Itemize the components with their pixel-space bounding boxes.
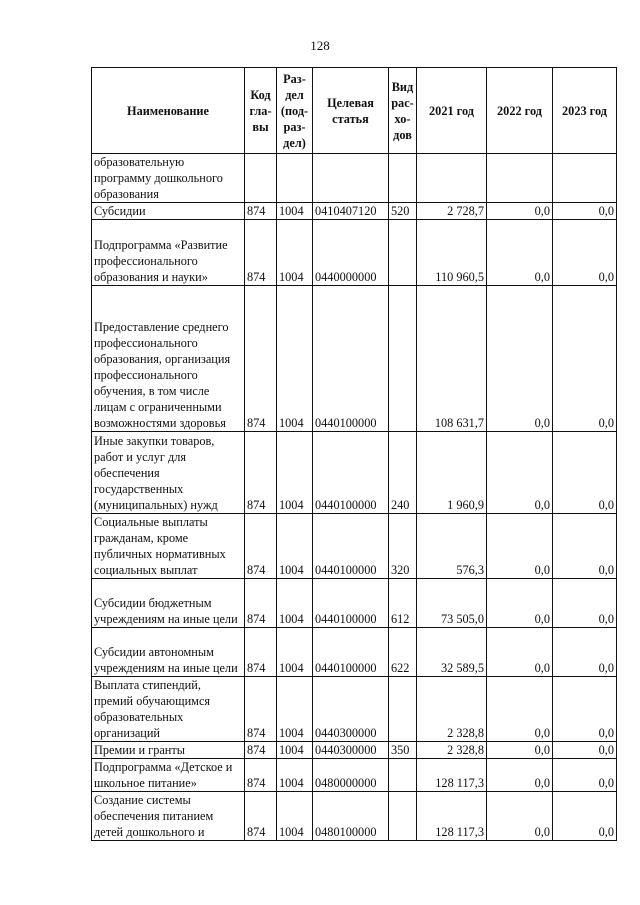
cell-target [313,154,389,203]
cell-chapter: 874 [245,792,277,841]
header-2022: 2022 год [487,68,553,154]
cell-expense: 612 [389,579,417,628]
cell-name: Предоставление среднего профессионального образования, организация профессионального обучения, в том числе лицам с ограниченными возможностями здоровья [92,286,245,432]
cell-2021: 108 631,7 [417,286,487,432]
cell-section: 1004 [277,432,313,514]
header-target: Целевая статья [313,68,389,154]
table-row [92,154,617,203]
cell-name: Субсидии автономным учреждениям на иные цели [92,628,245,677]
cell-expense: 350 [389,742,417,759]
cell-2022: 0,0 [487,579,553,628]
cell-expense: 622 [389,628,417,677]
cell-section: 1004 [277,628,313,677]
cell-section: 1004 [277,759,313,792]
header-name: Наименование [92,68,245,154]
cell-2023: 0,0 [553,742,617,759]
header-expense: Вид рас-хо-дов [389,68,417,154]
table-row [92,203,617,220]
cell-2022: 0,0 [487,628,553,677]
table-row [92,792,617,841]
cell-chapter: 874 [245,514,277,579]
cell-target: 0440100000 [313,579,389,628]
cell-2022: 0,0 [487,677,553,742]
cell-name: Подпрограмма «Детское и школьное питание» [92,759,245,792]
cell-2021: 1 960,9 [417,432,487,514]
cell-2022: 0,0 [487,514,553,579]
table-row [92,286,617,432]
table-row [92,579,617,628]
cell-2023: 0,0 [553,628,617,677]
cell-2022 [487,154,553,203]
cell-2021: 110 960,5 [417,220,487,286]
cell-name: Субсидии бюджетным учреждениям на иные цели [92,579,245,628]
table-row [92,742,617,759]
cell-2023: 0,0 [553,792,617,841]
header-chapter: Код гла-вы [245,68,277,154]
cell-target: 0440100000 [313,514,389,579]
budget-table [91,67,617,841]
cell-target: 0440300000 [313,677,389,742]
cell-expense [389,792,417,841]
cell-chapter: 874 [245,220,277,286]
cell-target: 0440100000 [313,628,389,677]
cell-2022: 0,0 [487,742,553,759]
cell-expense [389,220,417,286]
cell-2021: 576,3 [417,514,487,579]
table-row [92,514,617,579]
cell-name: Иные закупки товаров, работ и услуг для обеспечения государственных (муниципальных) нужд [92,432,245,514]
cell-chapter: 874 [245,628,277,677]
cell-2021: 2 328,8 [417,677,487,742]
cell-2023: 0,0 [553,677,617,742]
cell-section: 1004 [277,220,313,286]
header-2023: 2023 год [553,68,617,154]
cell-2021: 73 505,0 [417,579,487,628]
cell-2021: 2 328,8 [417,742,487,759]
cell-section: 1004 [277,203,313,220]
table-row [92,628,617,677]
cell-expense: 520 [389,203,417,220]
cell-target: 0440100000 [313,432,389,514]
cell-2021: 2 728,7 [417,203,487,220]
cell-name: Социальные выплаты гражданам, кроме публичных нормативных социальных выплат [92,514,245,579]
header-section: Раз-дел (под-раз-дел) [277,68,313,154]
cell-2022: 0,0 [487,432,553,514]
cell-section: 1004 [277,579,313,628]
cell-2023 [553,154,617,203]
cell-target: 0440300000 [313,742,389,759]
cell-2023: 0,0 [553,579,617,628]
cell-2023: 0,0 [553,432,617,514]
cell-chapter: 874 [245,759,277,792]
cell-section: 1004 [277,286,313,432]
cell-expense: 240 [389,432,417,514]
cell-expense [389,154,417,203]
cell-2021 [417,154,487,203]
cell-target: 0480000000 [313,759,389,792]
page-number: 128 [310,38,330,53]
cell-chapter: 874 [245,579,277,628]
cell-section: 1004 [277,677,313,742]
table-row [92,759,617,792]
header-row [92,68,617,154]
cell-target: 0440000000 [313,220,389,286]
cell-name: Подпрограмма «Развитие профессионального образования и науки» [92,220,245,286]
cell-2023: 0,0 [553,220,617,286]
cell-target: 0440100000 [313,286,389,432]
cell-2023: 0,0 [553,514,617,579]
cell-expense [389,677,417,742]
table-row [92,220,617,286]
cell-2023: 0,0 [553,759,617,792]
cell-chapter [245,154,277,203]
cell-name: образовательную программу дошкольного образования [92,154,245,203]
cell-expense: 320 [389,514,417,579]
cell-2023: 0,0 [553,203,617,220]
cell-expense [389,759,417,792]
cell-chapter: 874 [245,286,277,432]
cell-name: Субсидии [92,203,245,220]
cell-target: 0410407120 [313,203,389,220]
cell-section: 1004 [277,742,313,759]
cell-section [277,154,313,203]
cell-2022: 0,0 [487,759,553,792]
cell-2022: 0,0 [487,220,553,286]
table-row [92,432,617,514]
cell-chapter: 874 [245,432,277,514]
cell-2023: 0,0 [553,286,617,432]
cell-2022: 0,0 [487,203,553,220]
cell-section: 1004 [277,792,313,841]
table-body [92,154,617,841]
cell-chapter: 874 [245,677,277,742]
cell-name: Создание системы обеспечения питанием детей дошкольного и [92,792,245,841]
cell-name: Премии и гранты [92,742,245,759]
header-2021: 2021 год [417,68,487,154]
cell-chapter: 874 [245,742,277,759]
cell-2021: 128 117,3 [417,792,487,841]
cell-2022: 0,0 [487,286,553,432]
cell-chapter: 874 [245,203,277,220]
cell-expense [389,286,417,432]
cell-2021: 128 117,3 [417,759,487,792]
cell-name: Выплата стипендий, премий обучающимся образовательных организаций [92,677,245,742]
cell-target: 0480100000 [313,792,389,841]
cell-2021: 32 589,5 [417,628,487,677]
table-row [92,677,617,742]
cell-2022: 0,0 [487,792,553,841]
cell-section: 1004 [277,514,313,579]
